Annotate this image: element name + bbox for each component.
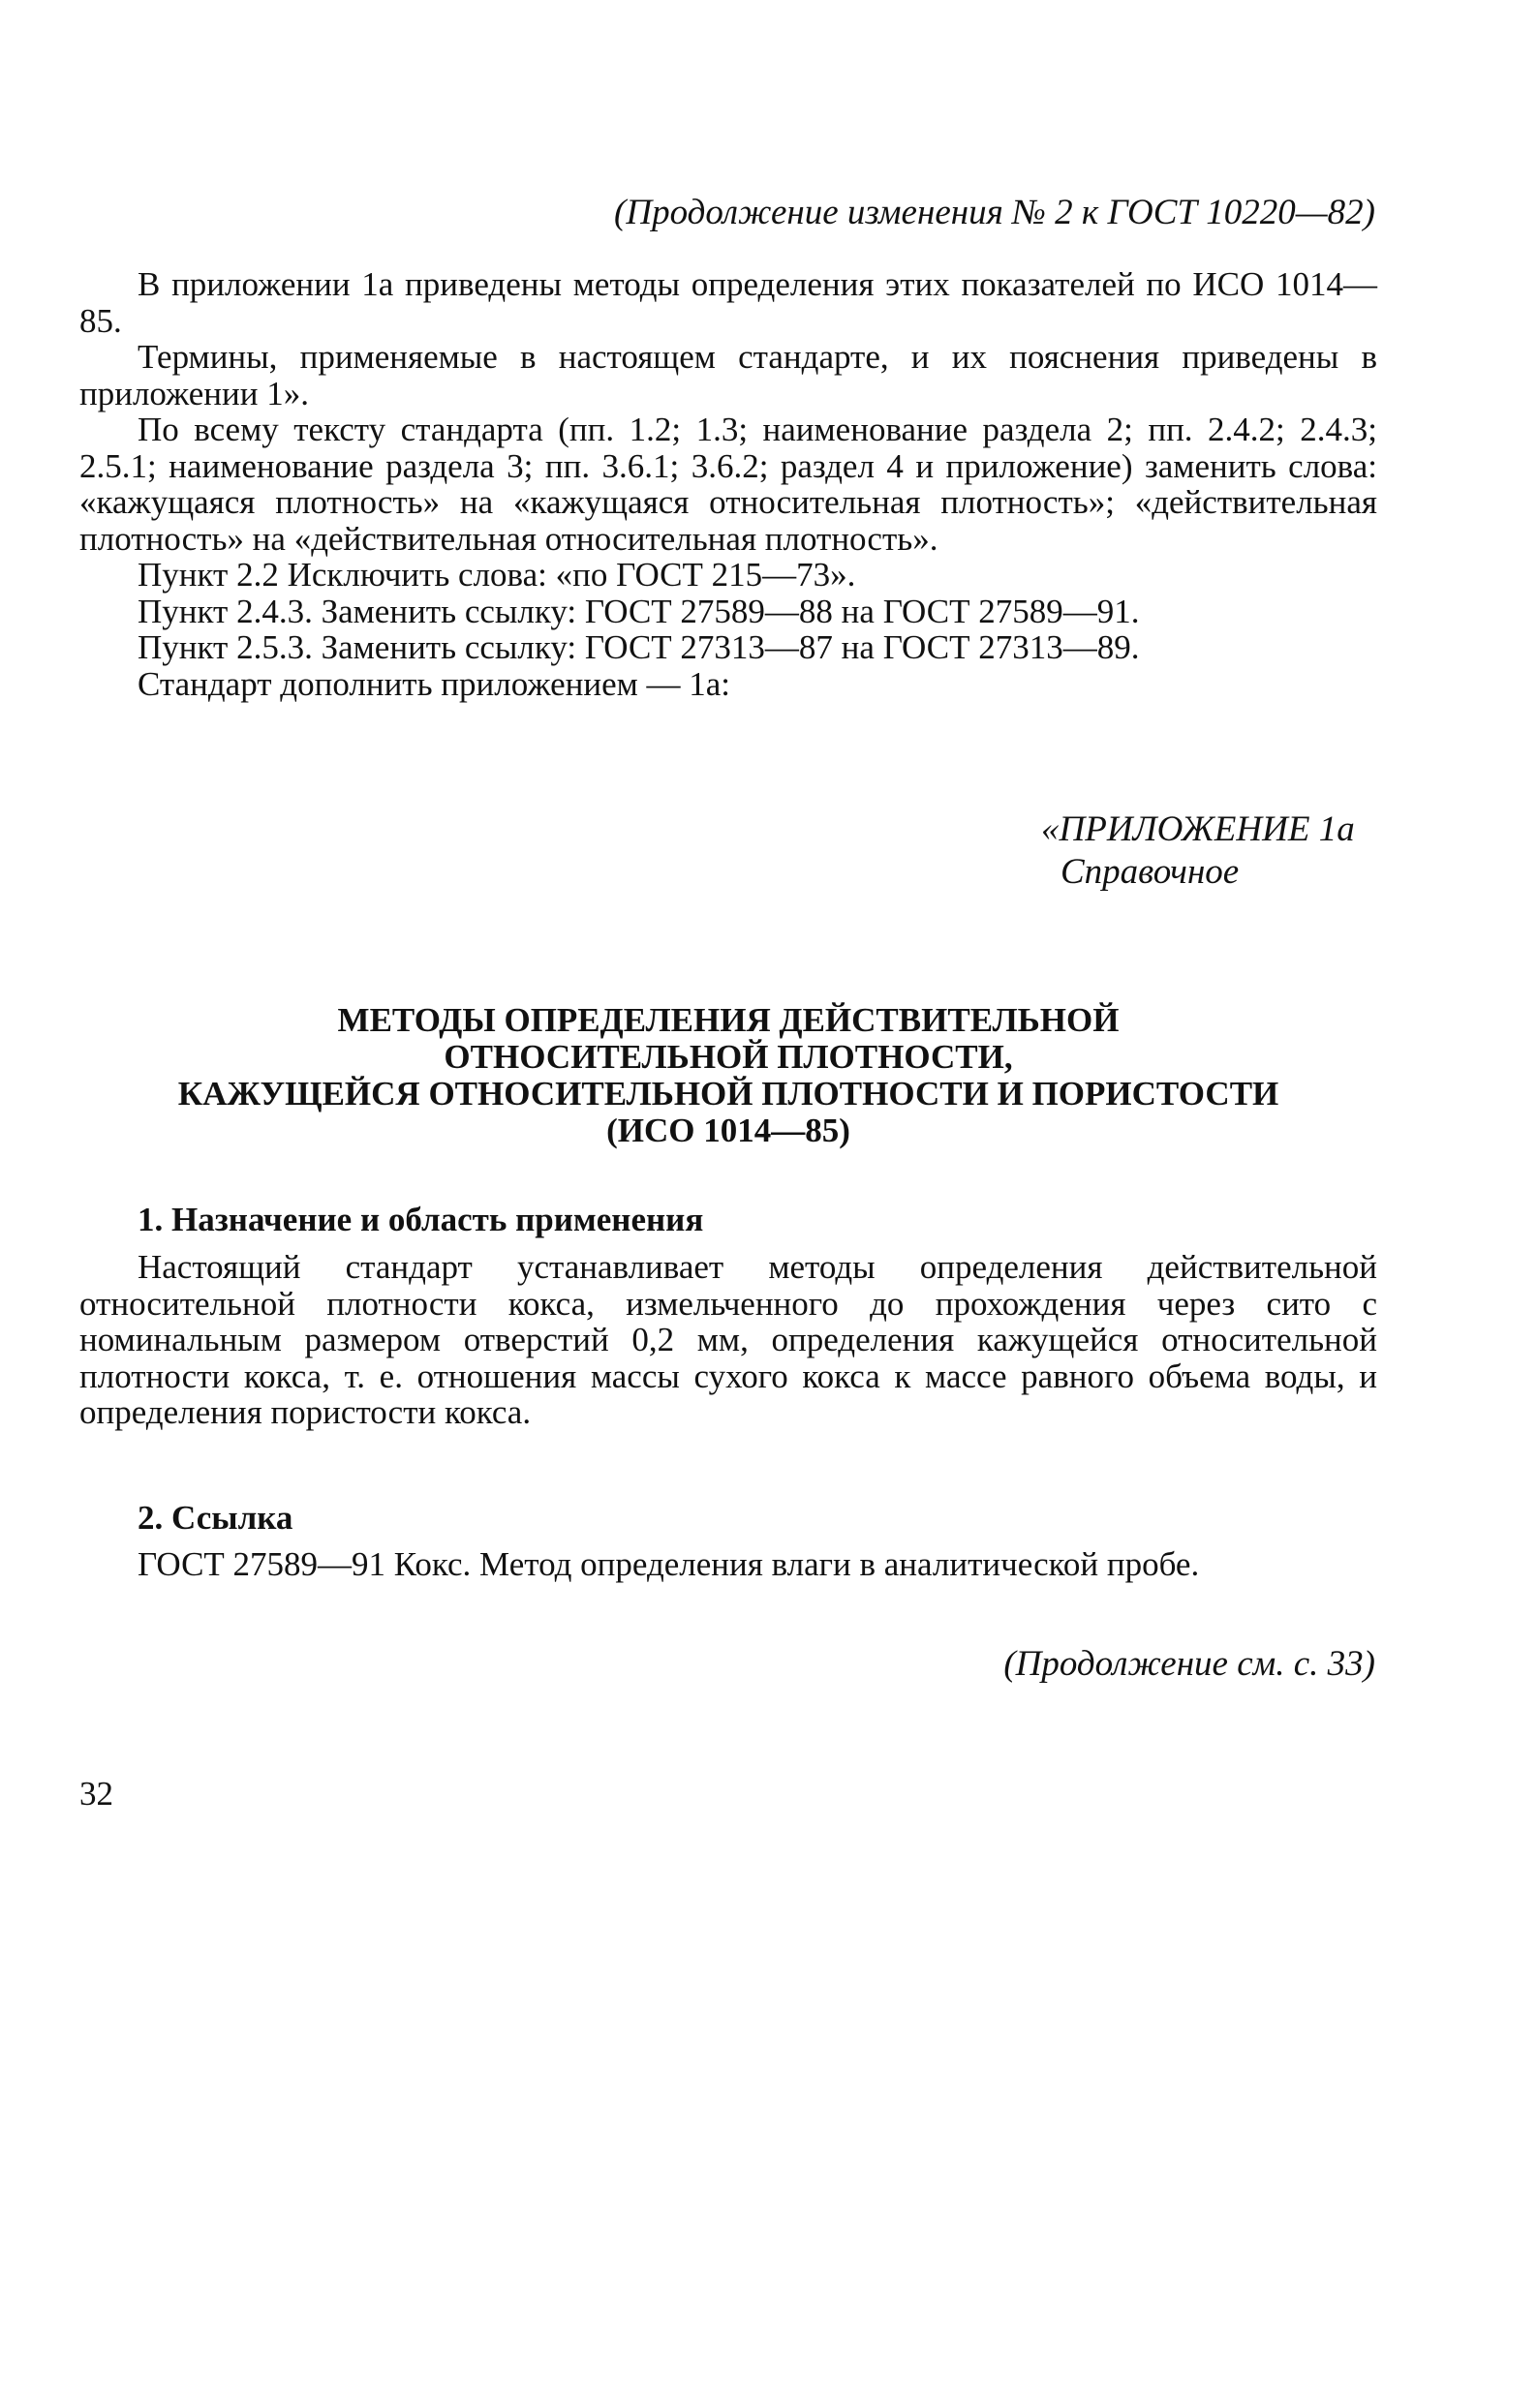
paragraph: В приложении 1а приведены методы определения этих показателей по ИСО 1014—85. [79, 265, 1377, 340]
appendix-sublabel: Справочное [1061, 852, 1240, 892]
appendix-title [79, 1002, 1377, 1149]
section-1-heading: 1. Назначение и область применения [138, 1201, 704, 1238]
paragraph: Пункт 2.2 Исключить слова: «по ГОСТ 215—73». [138, 556, 856, 594]
title-line: (ИСО 1014—85) [606, 1112, 850, 1149]
title-line: КАЖУЩЕЙСЯ ОТНОСИТЕЛЬНОЙ ПЛОТНОСТИ И ПОРИСТОСТИ [177, 1075, 1279, 1113]
continuation-header: (Продолжение изменения № 2 к ГОСТ 10220—82) [614, 193, 1375, 232]
paragraph: По всему тексту стандарта (пп. 1.2; 1.3; наименование раздела 2; пп. 2.4.2; 2.4.3; 2.5.1; наименование раздела 3; пп. 3.6.1; 3.6.2; раздел 4 и приложение) заменить слова: «кажущаяся плотность» на «кажущаяся относительная плотность»; «действительная плотность» на «действительная относительная плотность». [79, 411, 1377, 558]
paragraph: Настоящий стандарт устанавливает методы определения действительной относительной плотности кокса, измельченного до прохождения через сито с номинальным размером отверстий 0,2 мм, определения кажущейся относительной плотности кокса, т. е. отношения массы сухого кокса к массе равного объема воды, и определения пористости кокса. [79, 1248, 1377, 1431]
title-line: МЕТОДЫ ОПРЕДЕЛЕНИЯ ДЕЙСТВИТЕЛЬНОЙ [337, 1001, 1120, 1039]
continuation-note: (Продолжение см. с. 33) [1003, 1644, 1375, 1684]
paragraph: ГОСТ 27589—91 Кокс. Метод определения влаги в аналитической пробе. [138, 1545, 1200, 1583]
section-2-text [79, 1546, 1377, 1583]
paragraph: Термины, применяемые в настоящем стандарте, и их пояснения приведены в приложении 1». [79, 338, 1377, 412]
title-line: ОТНОСИТЕЛЬНОЙ ПЛОТНОСТИ, [444, 1038, 1013, 1076]
page-number: 32 [79, 1775, 113, 1813]
paragraph: Пункт 2.5.3. Заменить ссылку: ГОСТ 27313—87 на ГОСТ 27313—89. [138, 628, 1140, 666]
section-2-heading: 2. Ссылка [138, 1499, 293, 1537]
paragraph: Стандарт дополнить приложением — 1а: [138, 664, 731, 703]
amendment-text [79, 266, 1377, 702]
appendix-label: «ПРИЛОЖЕНИЕ 1а [1041, 809, 1355, 849]
section-1-text [79, 1249, 1377, 1431]
paragraph: Пункт 2.4.3. Заменить ссылку: ГОСТ 27589—88 на ГОСТ 27589—91. [138, 592, 1140, 630]
appendix-label-block [1041, 808, 1355, 894]
